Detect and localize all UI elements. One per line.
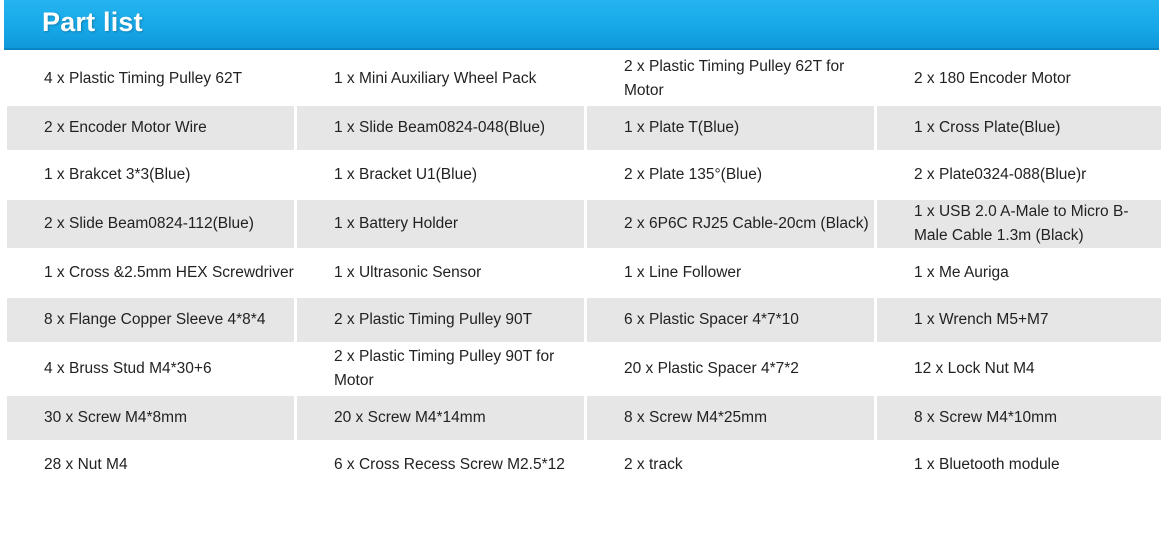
parts-table <box>4 52 1161 490</box>
part-cell: 2 x Plate 135°(Blue) <box>587 153 874 197</box>
part-cell: 12 x Lock Nut M4 <box>877 345 1161 393</box>
part-cell: 30 x Screw M4*8mm <box>7 396 294 440</box>
part-cell: 1 x Bluetooth module <box>877 443 1161 487</box>
part-list-header <box>4 0 1159 50</box>
part-cell: 1 x Plate T(Blue) <box>587 106 874 150</box>
table-row <box>7 200 1161 248</box>
part-cell: 8 x Screw M4*25mm <box>587 396 874 440</box>
part-cell: 8 x Screw M4*10mm <box>877 396 1161 440</box>
part-cell: 1 x Cross Plate(Blue) <box>877 106 1161 150</box>
part-cell: 1 x Me Auriga <box>877 251 1161 295</box>
part-cell: 2 x Plastic Timing Pulley 90T <box>297 298 584 342</box>
table-row <box>7 345 1161 393</box>
table-row <box>7 443 1161 487</box>
part-cell: 1 x Cross &2.5mm HEX Screwdriver <box>7 251 294 295</box>
part-cell: 6 x Plastic Spacer 4*7*10 <box>587 298 874 342</box>
part-cell: 1 x Slide Beam0824-048(Blue) <box>297 106 584 150</box>
table-row <box>7 55 1161 103</box>
part-cell: 2 x 180 Encoder Motor <box>877 55 1161 103</box>
table-row <box>7 153 1161 197</box>
part-cell: 2 x Slide Beam0824-112(Blue) <box>7 200 294 248</box>
part-cell: 2 x Plastic Timing Pulley 62T for Motor <box>587 55 874 103</box>
part-cell: 1 x Line Follower <box>587 251 874 295</box>
part-cell: 2 x Plastic Timing Pulley 90T for Motor <box>297 345 584 393</box>
part-cell: 1 x Ultrasonic Sensor <box>297 251 584 295</box>
part-cell: 2 x Encoder Motor Wire <box>7 106 294 150</box>
part-cell: 2 x Plate0324-088(Blue)r <box>877 153 1161 197</box>
part-cell: 20 x Screw M4*14mm <box>297 396 584 440</box>
part-cell: 1 x Wrench M5+M7 <box>877 298 1161 342</box>
part-cell: 8 x Flange Copper Sleeve 4*8*4 <box>7 298 294 342</box>
part-cell: 1 x Brakcet 3*3(Blue) <box>7 153 294 197</box>
table-row <box>7 298 1161 342</box>
page-title: Part list <box>42 7 143 37</box>
part-cell: 4 x Bruss Stud M4*30+6 <box>7 345 294 393</box>
part-cell: 1 x USB 2.0 A-Male to Micro B-Male Cable 1.3m (Black) <box>877 200 1161 248</box>
table-row <box>7 106 1161 150</box>
part-cell: 20 x Plastic Spacer 4*7*2 <box>587 345 874 393</box>
part-cell: 28 x Nut M4 <box>7 443 294 487</box>
table-row <box>7 251 1161 295</box>
part-cell: 2 x 6P6C RJ25 Cable-20cm (Black) <box>587 200 874 248</box>
part-cell: 2 x track <box>587 443 874 487</box>
part-cell: 6 x Cross Recess Screw M2.5*12 <box>297 443 584 487</box>
part-cell: 1 x Mini Auxiliary Wheel Pack <box>297 55 584 103</box>
part-cell: 1 x Bracket U1(Blue) <box>297 153 584 197</box>
part-cell: 1 x Battery Holder <box>297 200 584 248</box>
table-row <box>7 396 1161 440</box>
part-cell: 4 x Plastic Timing Pulley 62T <box>7 55 294 103</box>
